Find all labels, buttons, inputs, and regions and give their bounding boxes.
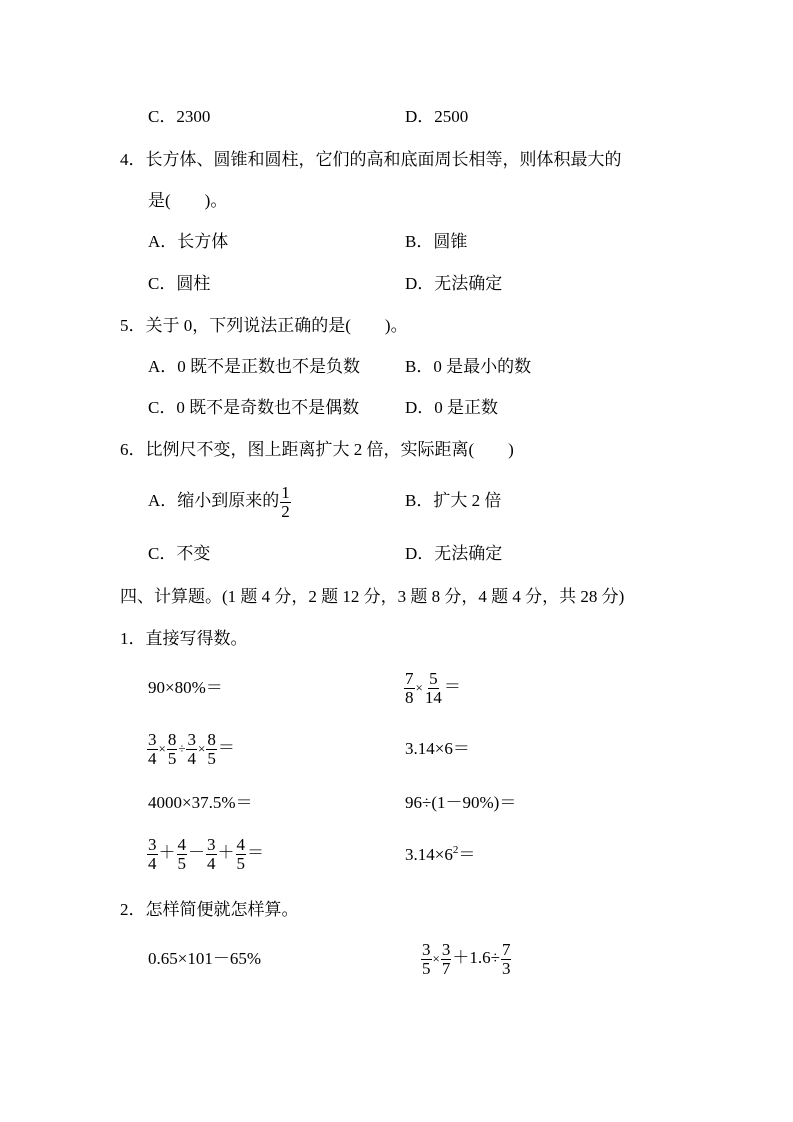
q4-stem-line1: 4．长方体、圆锥和圆柱，它们的高和底面周长相等，则体积最大的 bbox=[120, 150, 622, 169]
fraction bbox=[421, 941, 432, 978]
calc1-expr-4: 3.14×6＝ bbox=[405, 739, 470, 758]
fraction-numerator: 8 bbox=[167, 729, 177, 749]
calc1-expr-1: 90×80%＝ bbox=[148, 678, 223, 697]
fraction-numerator: 3 bbox=[441, 939, 451, 959]
q5-option-b: B．0 是最小的数 bbox=[405, 357, 532, 376]
fraction-numerator: 3 bbox=[422, 939, 431, 959]
fraction bbox=[236, 836, 247, 873]
q5-option-c: C．0 既不是奇数也不是偶数 bbox=[148, 398, 360, 417]
q4-option-c: C．圆柱 bbox=[148, 274, 211, 293]
q4-option-b: B．圆锥 bbox=[405, 232, 468, 251]
calc1-expr-6: 96÷(1－90%)＝ bbox=[405, 793, 517, 812]
fraction-denominator: 14 bbox=[424, 687, 442, 707]
calc1-title: 1．直接写得数。 bbox=[120, 629, 248, 648]
exponent: 2 bbox=[452, 844, 459, 856]
fraction bbox=[501, 941, 512, 978]
fraction-one-half bbox=[280, 484, 291, 521]
fraction-denominator: 4 bbox=[207, 853, 216, 873]
fraction-denominator: 5 bbox=[236, 853, 245, 873]
fraction bbox=[206, 836, 217, 873]
q3-option-c: C．2300 bbox=[148, 107, 211, 126]
fraction-denominator: 5 bbox=[177, 853, 186, 873]
operator: × bbox=[432, 951, 440, 966]
operator: ＋ bbox=[158, 843, 176, 862]
fraction-numerator: 8 bbox=[207, 729, 216, 749]
q6-stem: 6．比例尺不变，图上距离扩大 2 倍，实际距离( ) bbox=[120, 440, 514, 459]
fraction-numerator: 7 bbox=[501, 939, 511, 959]
fraction bbox=[404, 670, 415, 707]
q5-stem: 5．关于 0，下列说法正确的是( )。 bbox=[120, 316, 408, 335]
q6-option-a-text: A．缩小到原来的 bbox=[148, 491, 280, 510]
fraction-denominator: 5 bbox=[422, 958, 431, 978]
fraction-numerator: 3 bbox=[148, 729, 157, 749]
fraction-denominator: 8 bbox=[405, 687, 414, 707]
fraction-denominator: 5 bbox=[207, 748, 216, 768]
fraction-denominator: 4 bbox=[148, 853, 157, 873]
q5-option-d: D．0 是正数 bbox=[405, 398, 499, 417]
operator: － bbox=[188, 843, 205, 862]
q6-option-a bbox=[148, 482, 292, 521]
equals-sign: ＝ bbox=[443, 677, 461, 696]
equals-sign: ＝ bbox=[458, 845, 476, 864]
q6-option-d: D．无法确定 bbox=[405, 544, 503, 563]
q5-option-a: A．0 既不是正数也不是负数 bbox=[148, 357, 361, 376]
calc1-expr-2 bbox=[403, 668, 461, 707]
fraction bbox=[147, 731, 158, 768]
operator: ＋ bbox=[217, 843, 235, 862]
fraction-denominator: 5 bbox=[167, 748, 177, 768]
calc1-expr-8 bbox=[405, 845, 475, 865]
fraction-numerator: 3 bbox=[148, 834, 157, 854]
fraction-denominator: 7 bbox=[441, 958, 451, 978]
fraction bbox=[147, 836, 158, 873]
operator: ÷ bbox=[178, 741, 186, 756]
fraction bbox=[177, 836, 188, 873]
calc1-expr-5: 4000×37.5%＝ bbox=[148, 793, 253, 812]
calc2-expr-1: 0.65×101－65% bbox=[148, 949, 261, 968]
section-4-heading: 四、计算题。(1 题 4 分，2 题 12 分，3 题 8 分，4 题 4 分，共 28 分) bbox=[120, 587, 625, 606]
equals-sign: ＝ bbox=[247, 843, 264, 862]
fraction bbox=[424, 670, 443, 707]
calc2-expr-2 bbox=[420, 939, 512, 978]
calc1-expr-7 bbox=[146, 834, 264, 873]
fraction bbox=[167, 731, 178, 768]
calc1-expr-3 bbox=[146, 729, 235, 768]
fraction-numerator: 4 bbox=[177, 834, 186, 854]
fraction-denominator: 4 bbox=[187, 748, 196, 768]
operator: × bbox=[415, 680, 423, 695]
fraction bbox=[441, 941, 452, 978]
operator: × bbox=[197, 741, 206, 756]
operator: ＋1.6÷ bbox=[452, 948, 500, 967]
fraction-numerator: 3 bbox=[207, 834, 216, 854]
fraction-numerator: 5 bbox=[429, 668, 438, 688]
fraction-numerator: 1 bbox=[281, 482, 290, 502]
fraction bbox=[206, 731, 217, 768]
fraction-numerator: 4 bbox=[236, 834, 245, 854]
fraction bbox=[186, 731, 197, 768]
equals-sign: ＝ bbox=[217, 738, 235, 757]
q4-stem-line2: 是( )。 bbox=[148, 191, 228, 210]
expr-base: 3.14×6 bbox=[405, 845, 453, 864]
operator: × bbox=[158, 741, 166, 756]
q6-option-c: C．不变 bbox=[148, 544, 211, 563]
q4-option-d: D．无法确定 bbox=[405, 274, 503, 293]
fraction-denominator: 3 bbox=[501, 958, 511, 978]
q4-option-a: A．长方体 bbox=[148, 232, 229, 251]
q3-option-d: D．2500 bbox=[405, 107, 469, 126]
q6-option-b: B．扩大 2 倍 bbox=[405, 491, 502, 510]
fraction-numerator: 7 bbox=[405, 668, 414, 688]
calc2-title: 2．怎样简便就怎样算。 bbox=[120, 900, 299, 919]
fraction-denominator: 2 bbox=[281, 501, 290, 521]
fraction-numerator: 3 bbox=[187, 729, 196, 749]
fraction-denominator: 4 bbox=[148, 748, 157, 768]
